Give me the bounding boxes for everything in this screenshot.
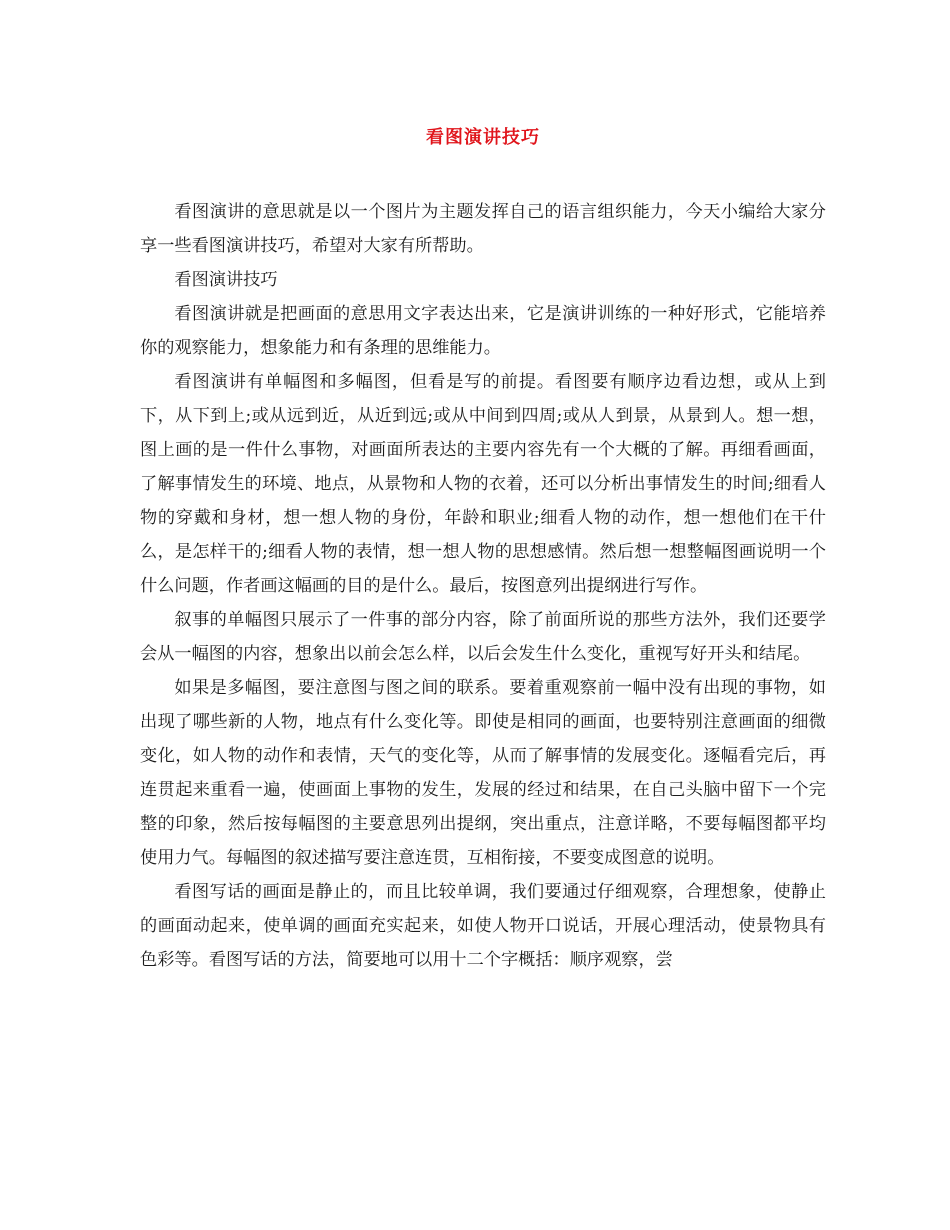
document-page <box>140 0 826 977</box>
paragraph-single-image: 叙事的单幅图只展示了一件事的部分内容，除了前面所说的那些方法外，我们还要学会从一幅图的内容，想象出以前会怎么样，以后会发生什么变化，重视写好开头和结尾。 <box>140 610 826 664</box>
paragraph-definition: 看图演讲就是把画面的意思用文字表达出来，它是演讲训练的一种好形式，它能培养你的观察能力，想象能力和有条理的思维能力。 <box>140 304 826 358</box>
paragraph-writing-method: 看图写话的画面是静止的，而且比较单调，我们要通过仔细观察，合理想象，使静止的画面动起来，使单调的画面充实起来，如使人物开口说话，开展心理活动，使景物具有色彩等。看图写话的方法，简要地可以用十二个字概括：顺序观察，尝 <box>140 882 826 970</box>
paragraph-intro: 看图演讲的意思就是以一个图片为主题发挥自己的语言组织能力，今天小编给大家分享一些看图演讲技巧，希望对大家有所帮助。 <box>140 202 826 256</box>
document-body <box>140 195 826 977</box>
section-heading: 看图演讲技巧 <box>174 270 278 290</box>
paragraph-multi-image: 如果是多幅图，要注意图与图之间的联系。要着重观察前一幅中没有出现的事物，如出现了哪些新的人物，地点有什么变化等。即使是相同的画面，也要特别注意画面的细微变化，如人物的动作和表情，天气的变化等，从而了解事情的发展变化。逐幅看完后，再连贯起来重看一遍，使画面上事物的发生，发展的经过和结果，在自己头脑中留下一个完整的印象，然后按每幅图的主要意思列出提纲，突出重点，注意详略，不要每幅图都平均使用力气。每幅图的叙述描写要注意连贯，互相衔接，不要变成图意的说明。 <box>140 678 826 868</box>
document-title: 看图演讲技巧 <box>426 127 540 148</box>
paragraph-observation-order: 看图演讲有单幅图和多幅图，但看是写的前提。看图要有顺序边看边想，或从上到下，从下到上;或从远到近，从近到远;或从中间到四周;或从人到景，从景到人。想一想，图上画的是一件什么事物，对画面所表达的主要内容先有一个大概的了解。再细看画面，了解事情发生的环境、地点，从景物和人物的衣着，还可以分析出事情发生的时间;细看人物的穿戴和身材，想一想人物的身份，年龄和职业;细看人物的动作，想一想他们在干什么，是怎样干的;细看人物的表情，想一想人物的思想感情。然后想一想整幅图画说明一个什么问题，作者画这幅画的目的是什么。最后，按图意列出提纲进行写作。 <box>140 372 826 596</box>
